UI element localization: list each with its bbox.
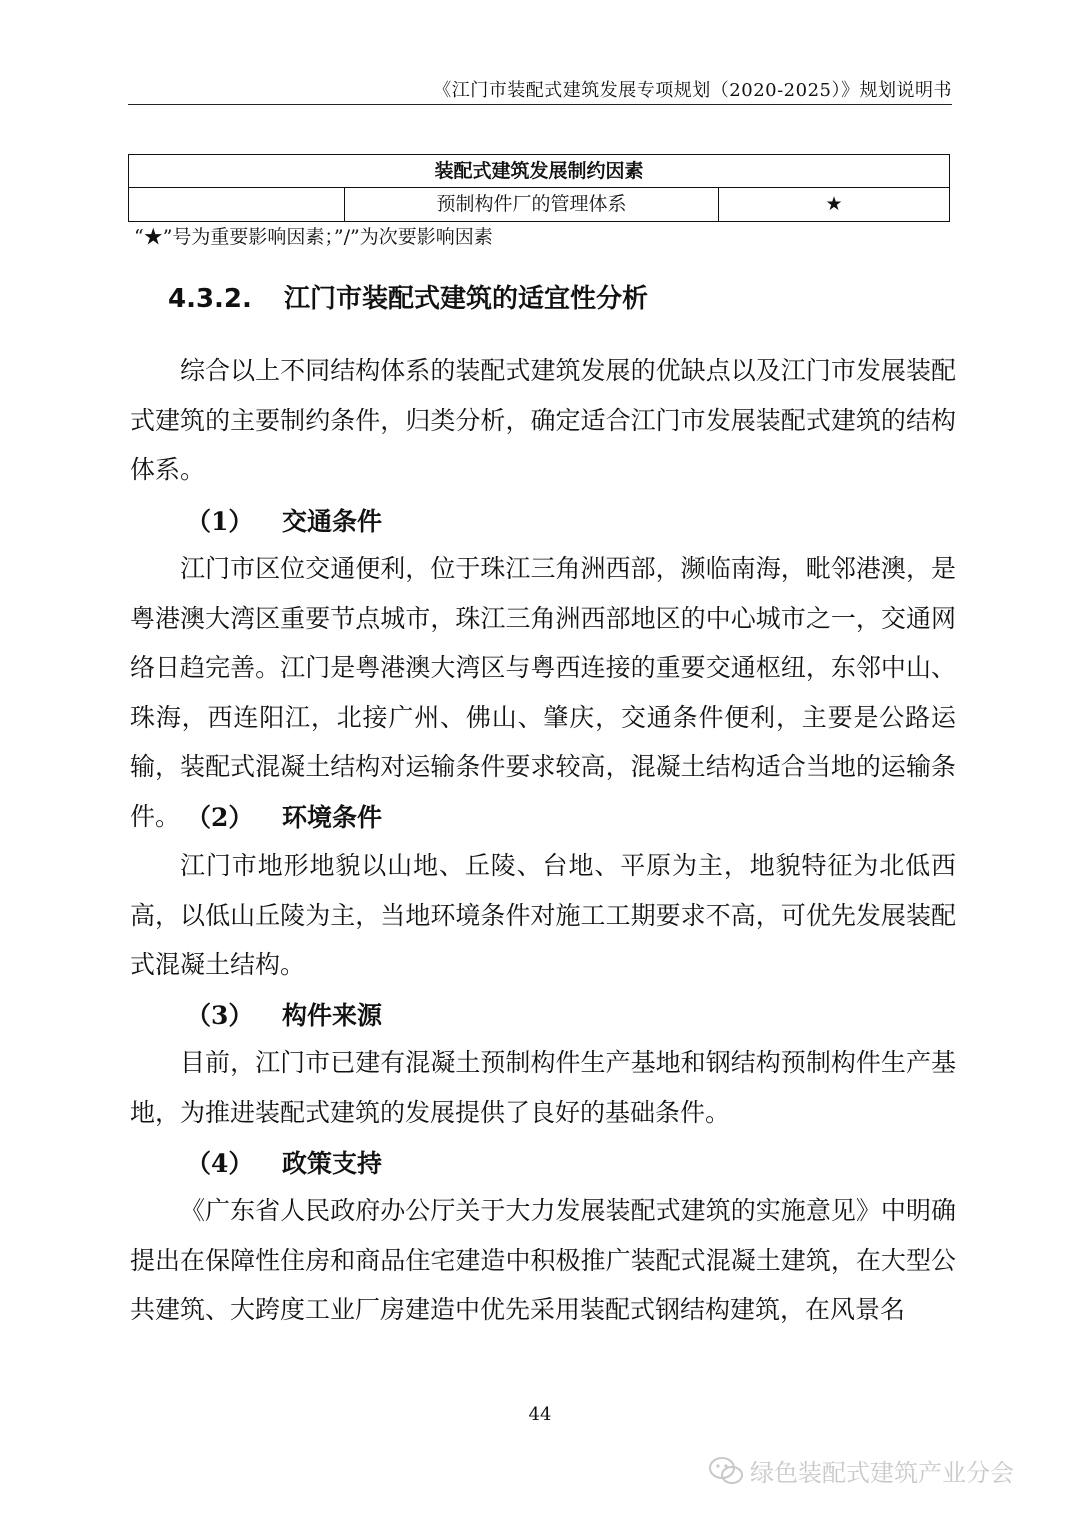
subsection-number: （2） (186, 803, 254, 832)
intro-paragraph: 综合以上不同结构体系的装配式建筑发展的优缺点以及江门市发展装配式建筑的主要制约条件，归类分析，确定适合江门市发展装配式建筑的结构体系。 (130, 356, 956, 484)
section-title: 江门市装配式建筑的适宜性分析 (284, 284, 649, 314)
paragraph: 目前，江门市已建有混凝土预制构件生产基地和钢结构预制构件生产基地，为推进装配式建筑的发展提供了良好的基础条件。 (130, 1048, 956, 1127)
subsection-heading (186, 996, 382, 1032)
subsection-heading (186, 502, 382, 538)
header-divider (128, 104, 952, 105)
subsection-heading (186, 1144, 382, 1180)
subsection-number: （4） (186, 1149, 254, 1178)
star-icon: ★ (825, 193, 843, 215)
paragraph: 江门市地形地貌以山地、丘陵、台地、平原为主，地貌特征为北低西高，以低山丘陵为主，当地环境条件对施工工期要求不高，可优先发展装配式混凝土结构。 (130, 851, 956, 979)
watermark (708, 1453, 1014, 1488)
section-heading (168, 278, 648, 315)
section-number: 4.3.2. (168, 284, 252, 314)
table-note: “★”号为重要影响因素；”/”为次要影响因素 (134, 226, 493, 248)
paragraph: 江门市区位交通便利，位于珠江三角洲西部，濒临南海，毗邻港澳，是粤港澳大湾区重要节点城市，珠江三角洲西部地区的中心城市之一，交通网络日趋完善。江门是粤港澳大湾区与粤西连接的重要交通枢纽，东邻中山、珠海，西连阳江，北接广州、佛山、肇庆，交通条件便利，主要是公路运输，装配式混凝土结构对运输条件要求较高，混凝土结构适合当地的运输条件。 (130, 554, 956, 831)
subsection-title: 交通条件 (282, 507, 383, 536)
page-number: 44 (528, 1404, 552, 1425)
subsection-heading (186, 798, 382, 834)
table-row (129, 188, 949, 221)
subsection-number: （3） (186, 1001, 254, 1030)
wechat-icon (708, 1456, 744, 1486)
subsection-title: 政策支持 (282, 1149, 383, 1178)
table-title: 装配式建筑发展制约因素 (129, 155, 949, 188)
table-cell (129, 188, 345, 221)
table-cell: 预制构件厂的管理体系 (345, 188, 719, 221)
watermark-text: 绿色装配式建筑产业分会 (750, 1459, 1014, 1487)
constraint-table (128, 154, 950, 222)
subsection-title: 环境条件 (282, 803, 383, 832)
subsection-number: （1） (186, 507, 254, 536)
paragraph: 《广东省人民政府办公厅关于大力发展装配式建筑的实施意见》中明确提出在保障性住房和商品住宅建造中积极推广装配式混凝土建筑，在大型公共建筑、大跨度工业厂房建造中优先采用装配式钢结构建筑，在风景名 (130, 1196, 956, 1324)
document-header: 《江门市装配式建筑发展专项规划（2020-2025）》规划说明书 (433, 80, 952, 101)
subsection-title: 构件来源 (282, 1001, 383, 1030)
